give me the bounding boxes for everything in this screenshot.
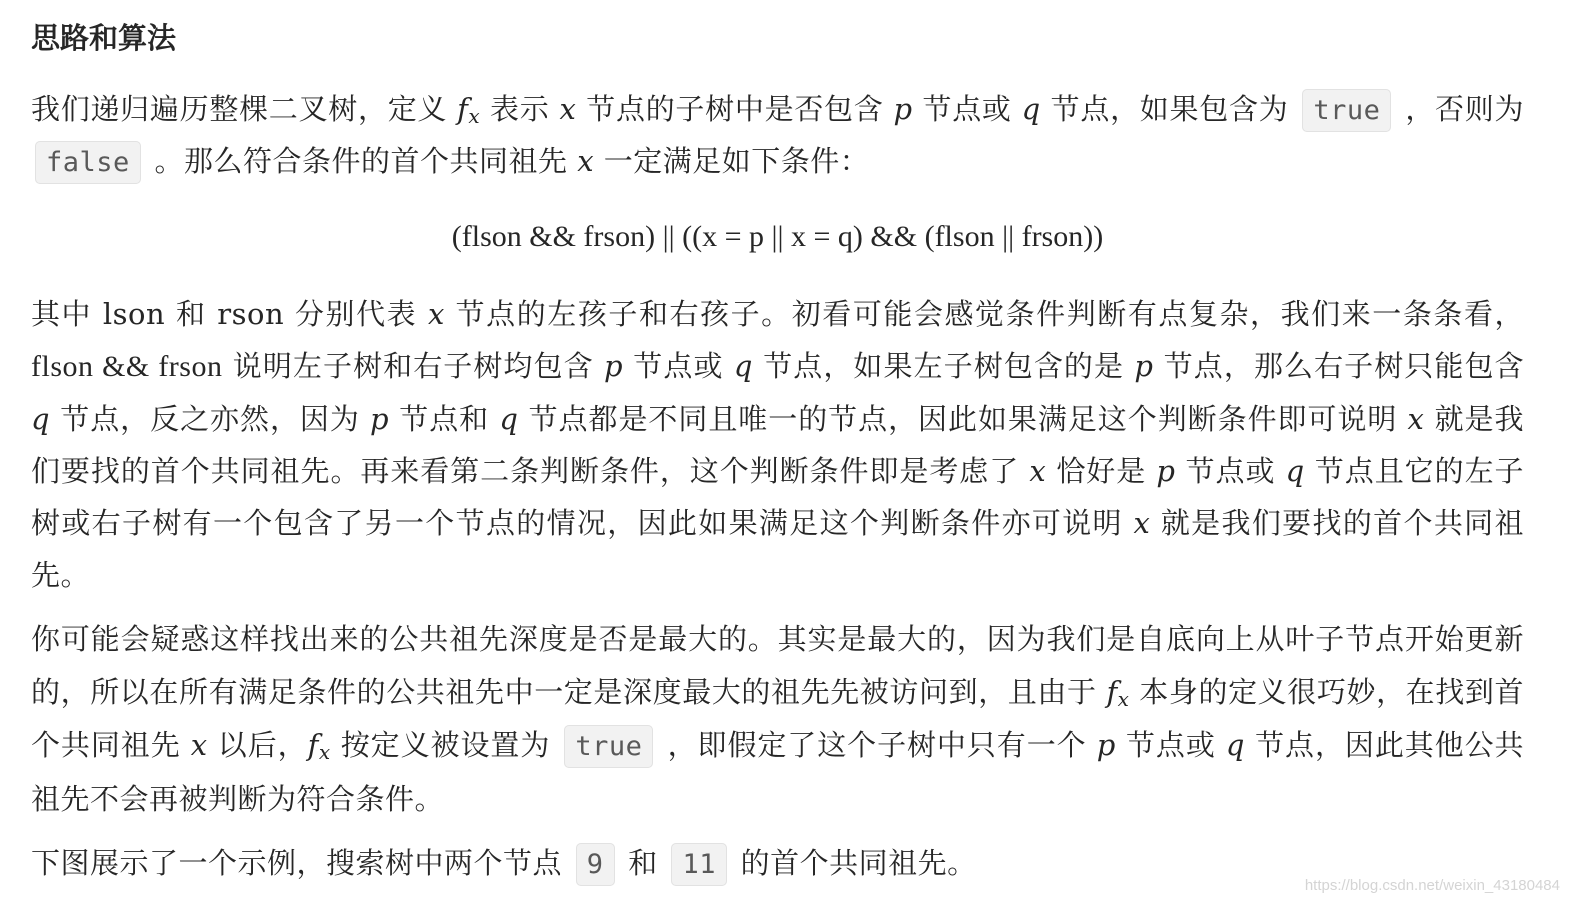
- text: 节点的子树中是否包含: [576, 92, 894, 126]
- paragraph-depth: [31, 613, 1524, 826]
- code-true: true: [1302, 89, 1391, 132]
- section-heading: 思路和算法: [31, 21, 177, 55]
- math-f: f: [1106, 675, 1118, 709]
- text: 节点，如果包含为: [1040, 92, 1299, 126]
- math-q: q: [1021, 92, 1041, 126]
- text: 以后，: [207, 728, 308, 762]
- math-p: p: [603, 349, 624, 383]
- math-x: x: [577, 144, 595, 178]
- text: 节点，那么右子树只能包含: [1153, 349, 1525, 383]
- text: ，否则为: [1395, 92, 1525, 126]
- text: 就是我们要找的首个共同祖先。: [31, 506, 1524, 592]
- text: 节点或: [623, 349, 734, 383]
- math-p: p: [1096, 728, 1116, 762]
- text: 节点或: [1115, 728, 1226, 762]
- math-x: x: [1029, 454, 1047, 488]
- code-node-9: 9: [576, 843, 615, 886]
- code-true: true: [564, 725, 653, 768]
- text: 说明左子树和右子树均包含: [222, 349, 604, 383]
- math-expression: flson && frson: [31, 350, 223, 383]
- math-q: q: [1285, 454, 1305, 488]
- paragraph-definition: [31, 84, 1524, 188]
- math-rson: rson: [217, 297, 285, 331]
- text: 就是我们要找的首个共同祖先。再来看第二条判断条件，这个判断条件即是考虑了: [31, 402, 1524, 488]
- text: 节点，如果左子树包含的是: [752, 349, 1135, 383]
- text: 节点且它的左子树或右子树有一个包含了另一个节点的情况，因此如果满足这个判断条件亦可说明: [31, 454, 1525, 540]
- math-x: x: [559, 92, 577, 126]
- math-x: x: [427, 297, 445, 331]
- article-content: [31, 0, 1524, 890]
- math-p: p: [1134, 349, 1154, 383]
- math-p: p: [893, 92, 913, 126]
- text: 恰好是: [1046, 454, 1157, 488]
- text: 下图展示了一个示例，搜索树中两个节点: [31, 846, 572, 880]
- text: 节点的左孩子和右孩子。初看可能会感觉条件判断有点复杂，我们来一条条看，: [444, 297, 1525, 331]
- text: 节点，反之亦然，因为: [50, 402, 371, 436]
- math-x: x: [190, 728, 208, 762]
- math-x: x: [1133, 506, 1151, 540]
- text: 本身的定义很巧妙，在找到首个共同祖先: [31, 675, 1524, 762]
- text: 一定满足如下条件：: [594, 144, 870, 178]
- text: 其中: [31, 297, 103, 331]
- paragraph-example: [31, 838, 1524, 890]
- text: 按定义被设置为: [330, 728, 561, 762]
- math-q: q: [1225, 728, 1245, 762]
- text: 和: [618, 846, 668, 880]
- math-q: q: [499, 402, 519, 436]
- math-f: f: [457, 92, 469, 126]
- math-sub-x: x: [1117, 687, 1130, 711]
- text: 节点和: [389, 402, 500, 436]
- math-x: x: [1407, 402, 1425, 436]
- paragraph-explanation: [31, 288, 1524, 601]
- math-p: p: [1156, 454, 1176, 488]
- condition-equation: [31, 190, 1524, 284]
- text: 我们递归遍历整棵二叉树，定义: [31, 92, 458, 126]
- math-lson: lson: [102, 297, 166, 331]
- math-p: p: [370, 402, 390, 436]
- math-q: q: [31, 402, 51, 436]
- text: 分别代表: [284, 297, 428, 331]
- math-q: q: [733, 349, 753, 383]
- text: 节点或: [912, 92, 1022, 126]
- math-f: f: [307, 728, 319, 762]
- text: 节点都是不同且唯一的节点，因此如果满足这个判断条件即可说明: [518, 402, 1408, 436]
- text: 的首个共同祖先。: [730, 846, 977, 880]
- math-sub-x: x: [318, 740, 331, 764]
- text: 节点，因此其他公共祖先不会再被判断为符合条件。: [31, 728, 1525, 816]
- text: 和: [165, 297, 218, 331]
- code-node-11: 11: [671, 843, 727, 886]
- text: 。那么符合条件的首个共同祖先: [144, 144, 578, 178]
- equation-text: (flson && frson) || ((x = p || x = q) && (flson || frson)): [451, 220, 1104, 253]
- text: 节点或: [1175, 454, 1286, 488]
- text: 你可能会疑惑这样找出来的公共祖先深度是否是最大的。其实是最大的，因为我们是自底向上从叶子节点开始更新的，所以在所有满足条件的公共祖先中一定是深度最大的祖先先被访问到，且由于: [31, 622, 1524, 709]
- text: 表示: [480, 92, 560, 126]
- text: ，即假定了这个子树中只有一个: [657, 728, 1097, 762]
- watermark-url: https://blog.csdn.net/weixin_43180484: [1304, 877, 1560, 894]
- code-false: false: [35, 141, 141, 184]
- math-sub-x: x: [468, 104, 481, 128]
